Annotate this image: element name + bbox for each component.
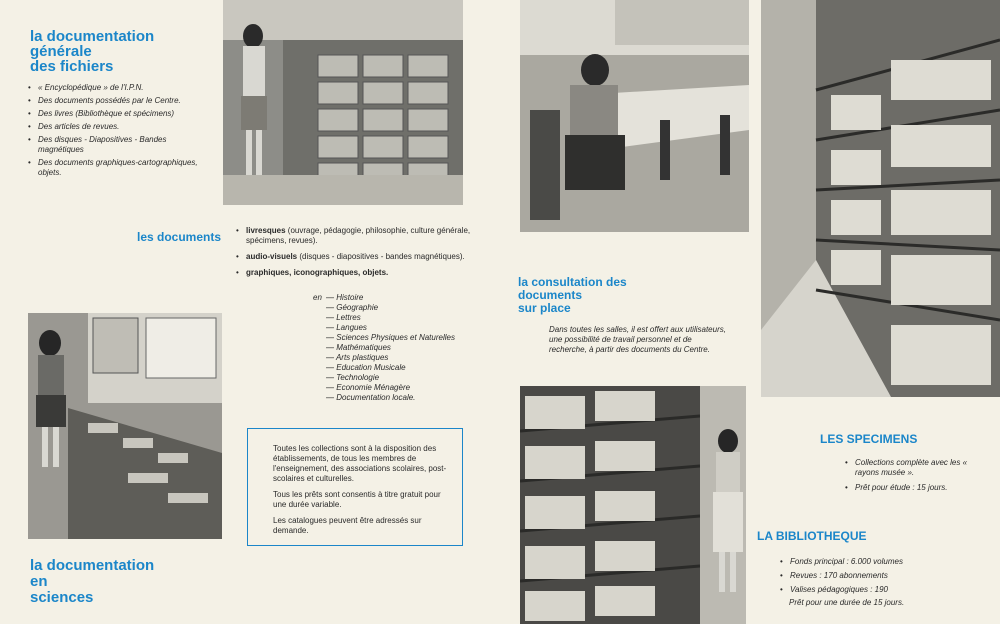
- consultation-title-line: sur place: [518, 301, 571, 315]
- subject-item: — Lettres: [326, 313, 361, 322]
- consultation-title-line: la consultation des: [518, 275, 627, 289]
- subject-item: — Economie Ménagère: [326, 383, 411, 392]
- list-item: • Revues : 170 abonnements: [780, 571, 960, 581]
- sciences-title-line: sciences: [30, 589, 94, 606]
- photo-bookshelves: [520, 386, 746, 624]
- documents-title: les documents: [137, 230, 222, 244]
- consultation-title-line: documents: [518, 288, 583, 302]
- info-paragraph: Les catalogues peuvent être adressés sur demande.: [273, 516, 422, 535]
- subjects-list: [326, 293, 476, 403]
- documents-list: [236, 226, 471, 281]
- fichiers-list: [28, 83, 203, 181]
- list-item: • Des disques - Diapositives - Bandes magnétiques: [28, 135, 203, 155]
- list-item: • Fonds principal : 6.000 volumes: [780, 557, 960, 567]
- list-item: • Des livres (Bibliothèque et spécimens): [28, 109, 203, 119]
- subject-item: — Arts plastiques: [326, 353, 389, 362]
- fichiers-title-line: la documentation: [30, 28, 155, 45]
- list-item: • Collections complète avec les « rayons musée ».: [845, 458, 970, 478]
- specimens-title: LES SPECIMENS: [820, 432, 918, 446]
- subject-item: — Langues: [326, 323, 367, 332]
- list-item: [236, 226, 471, 246]
- photo-sciences: [28, 313, 222, 539]
- list-item: • Valises pédagogiques : 190: [780, 585, 960, 595]
- subject-item: — Education Musicale: [326, 363, 406, 372]
- photo-library-aisle: [761, 0, 1000, 397]
- photo-filing-cabinets: [223, 0, 463, 205]
- info-box: [247, 428, 463, 546]
- fichiers-title: [30, 29, 220, 74]
- list-item: [236, 252, 471, 262]
- list-item: [236, 268, 471, 278]
- consultation-text: Dans toutes les salles, il est offert aux utilisateurs, une possibilité de travail personnel et de recherche, à partir des documents du Centre.: [549, 325, 726, 354]
- doc-type-bold: livresques: [246, 226, 286, 235]
- info-paragraph: Toutes les collections sont à la disposition des établissements, de tous les membres de l'enseignement, des associations scolaires, post-scolaires et culturelles.: [273, 444, 447, 483]
- list-item: • Des articles de revues.: [28, 122, 203, 132]
- consultation-title: [518, 276, 718, 315]
- doc-type-bold: graphiques, iconographiques, objets.: [246, 268, 389, 277]
- subject-item: — Histoire: [326, 293, 364, 302]
- doc-type-text: (disques - diapositives - bandes magnétiques).: [297, 252, 465, 261]
- subject-item: — Mathématiques: [326, 343, 391, 352]
- list-item: • Des documents possédés par le Centre.: [28, 96, 203, 106]
- doc-type-text: (ouvrage, pédagogie, philosophie, culture générale, spécimens, revues).: [246, 226, 471, 245]
- bibliotheque-list: [780, 557, 960, 599]
- sciences-title-line: en: [30, 573, 48, 590]
- subject-item: — Technologie: [326, 373, 380, 382]
- subjects-en: en: [313, 293, 322, 302]
- fichiers-title-line: générale: [30, 43, 92, 60]
- subject-item: — Documentation locale.: [326, 393, 416, 402]
- list-item: • Prêt pour étude : 15 jours.: [845, 483, 970, 493]
- subject-item: — Sciences Physiques et Naturelles: [326, 333, 455, 342]
- doc-type-bold: audio-visuels: [246, 252, 298, 261]
- fichiers-title-line: des fichiers: [30, 58, 114, 75]
- photo-consultation: [520, 0, 749, 232]
- bibliotheque-footer: Prêt pour une durée de 15 jours.: [789, 598, 905, 607]
- list-item: • « Encyclopédique » de l'I.P.N.: [28, 83, 203, 93]
- sciences-title: [30, 558, 220, 606]
- specimens-list: [845, 458, 970, 496]
- bibliotheque-title: LA BIBLIOTHEQUE: [757, 529, 867, 543]
- sciences-title-line: la documentation: [30, 557, 155, 574]
- info-paragraph: Tous les prêts sont consentis à titre gratuit pour une durée variable.: [273, 490, 441, 509]
- subject-item: — Géographie: [326, 303, 379, 312]
- list-item: • Des documents graphiques-cartographiques, objets.: [28, 158, 203, 178]
